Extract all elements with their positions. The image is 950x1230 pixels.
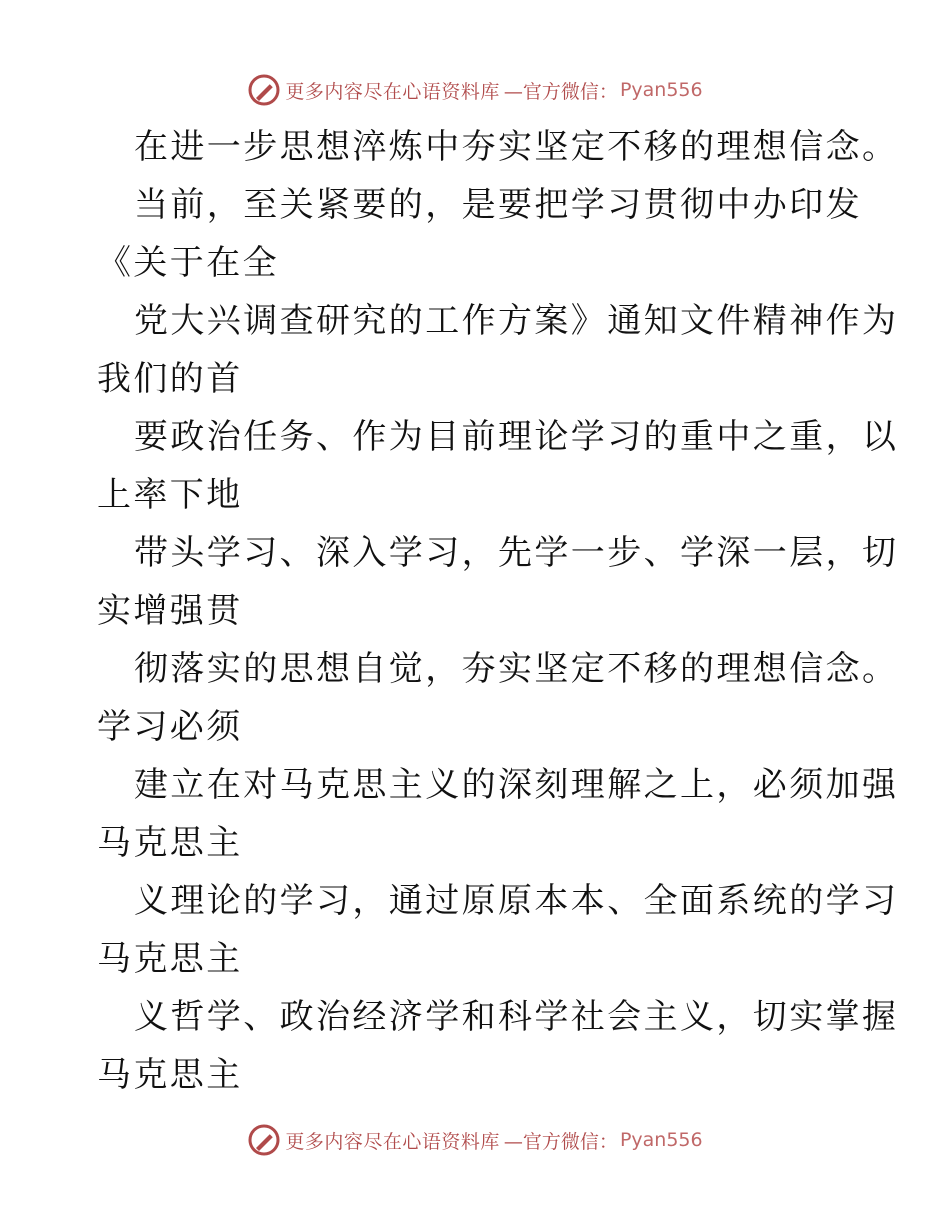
watermark-id: Pyan556 [619,79,703,101]
text-line: 当前，至关紧要的，是要把学习贯彻中办印发 [134,185,862,225]
text-line: 彻落实的思想自觉，夯实坚定不移的理想信念。 [134,649,899,689]
text-line: 带头学习、深入学习，先学一步、学深一层，切 [134,533,899,573]
text-line: 马克思主 [97,939,243,979]
text-line: 党大兴调查研究的工作方案》通知文件精神作为 [134,301,899,341]
text-line: 学习必须 [97,707,243,747]
watermark-middle: —官方微信： [503,1130,618,1153]
watermark-prefix: 更多内容尽在心语资料库 [285,80,500,103]
footer-watermark [0,1120,950,1160]
text-line: 我们的首 [97,359,243,399]
text-line: 建立在对马克思主义的深刻理解之上，必须加强 [134,765,899,805]
header-watermark [0,70,950,110]
text-line: 马克思主 [97,823,243,863]
watermark-id: Pyan556 [619,1129,703,1151]
watermark-prefix: 更多内容尽在心语资料库 [285,1130,500,1153]
pen-seal-icon [247,73,281,107]
text-line: 要政治任务、作为目前理论学习的重中之重，以 [134,417,899,457]
text-line: 义理论的学习，通过原原本本、全面系统的学习 [134,881,899,921]
text-line: 实增强贯 [97,591,243,631]
text-line: 《关于在全 [97,243,279,283]
text-line: 马克思主 [97,1055,243,1095]
watermark-middle: —官方微信： [503,80,618,103]
pen-seal-icon [247,1123,281,1157]
text-line: 上率下地 [97,475,243,515]
text-line: 在进一步思想淬炼中夯实坚定不移的理想信念。 [134,127,899,167]
text-line: 义哲学、政治经济学和科学社会主义，切实掌握 [134,997,899,1037]
